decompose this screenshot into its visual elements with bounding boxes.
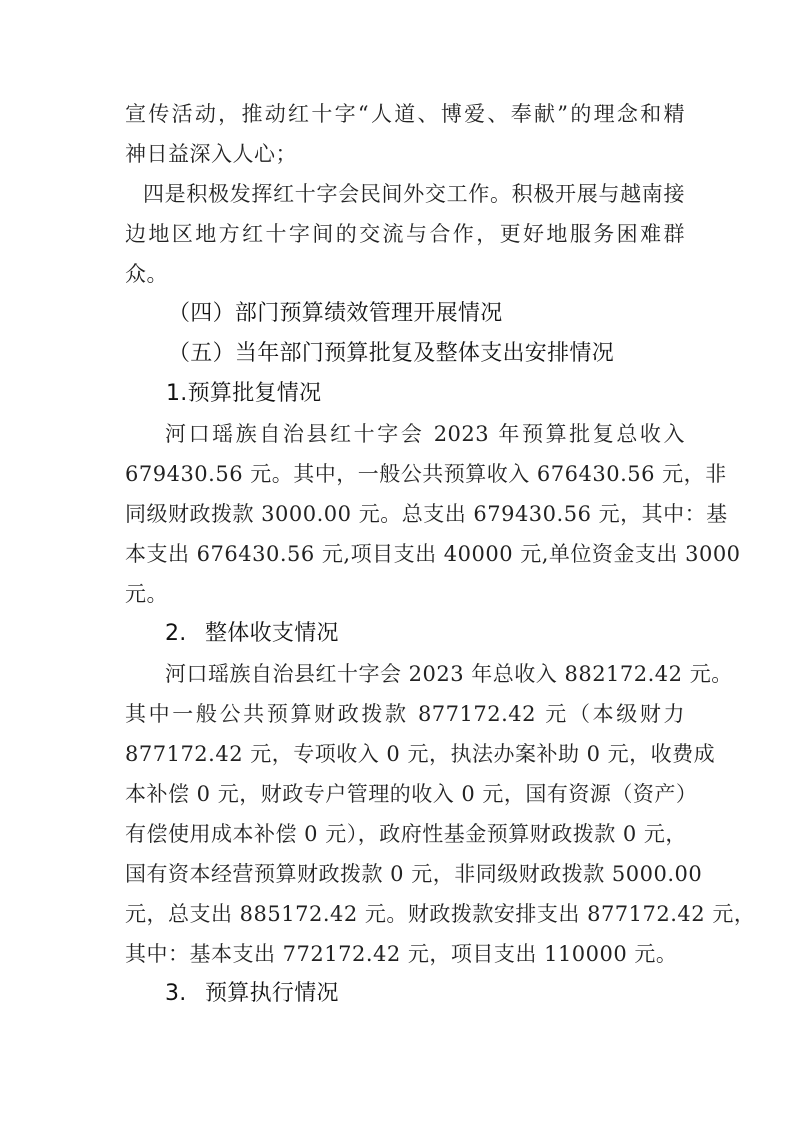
paragraph-line: 四是积极发挥红十字会民间外交工作。积极开展与越南接 bbox=[143, 182, 685, 206]
paragraph-line: 河口瑶族自治县红十字会 2023 年总收入 882172.42 元。 bbox=[165, 662, 733, 686]
paragraph-line: 本支出 676430.56 元,项目支出 40000 元,单位资金支出 3000 bbox=[125, 542, 741, 566]
subsection-heading-1: 1.预算批复情况 bbox=[166, 381, 322, 406]
subsection-number: 2. bbox=[165, 621, 187, 646]
paragraph-line: 国有资本经营预算财政拨款 0 元，非同级财政拨款 5000.00 bbox=[125, 862, 703, 886]
paragraph-line: 众。 bbox=[125, 262, 168, 286]
paragraph-line: 其中：基本支出 772172.42 元，项目支出 110000 元。 bbox=[125, 942, 678, 966]
paragraph-line: 有偿使用成本补偿 0 元），政府性基金预算财政拨款 0 元， bbox=[125, 822, 687, 846]
subsection-title: 预算执行情况 bbox=[205, 981, 339, 1006]
paragraph-line: 元，总支出 885172.42 元。财政拨款安排支出 877172.42 元， bbox=[125, 902, 756, 926]
paragraph-line: 神日益深入人心； bbox=[125, 142, 297, 166]
section-heading-5: （五）当年部门预算批复及整体支出安排情况 bbox=[168, 341, 615, 366]
paragraph-line: 本补偿 0 元，财政专户管理的收入 0 元，国有资源（资产） bbox=[125, 782, 698, 806]
paragraph-line: 边地区地方红十字间的交流与合作，更好地服务困难群 bbox=[125, 222, 685, 246]
section-heading-4: （四）部门预算绩效管理开展情况 bbox=[168, 301, 503, 326]
subsection-title: 整体收支情况 bbox=[205, 621, 339, 646]
subsection-number: 3. bbox=[165, 981, 187, 1006]
paragraph-line: 同级财政拨款 3000.00 元。总支出 679430.56 元，其中：基 bbox=[125, 502, 728, 526]
paragraph-line: 河口瑶族自治县红十字会 2023 年预算批复总收入 bbox=[165, 422, 685, 446]
subsection-heading-2 bbox=[165, 620, 725, 648]
paragraph-line: 元。 bbox=[125, 582, 168, 606]
subsection-heading-3 bbox=[165, 980, 725, 1008]
paragraph-line: 其中一般公共预算财政拨款 877172.42 元（本级财力 bbox=[125, 702, 685, 726]
paragraph-line: 877172.42 元，专项收入 0 元，执法办案补助 0 元，收费成 bbox=[125, 742, 716, 766]
paragraph-line: 宣传活动，推动红十字“人道、博爱、奉献”的理念和精 bbox=[125, 102, 685, 126]
paragraph-line: 679430.56 元。其中，一般公共预算收入 676430.56 元，非 bbox=[125, 462, 727, 486]
